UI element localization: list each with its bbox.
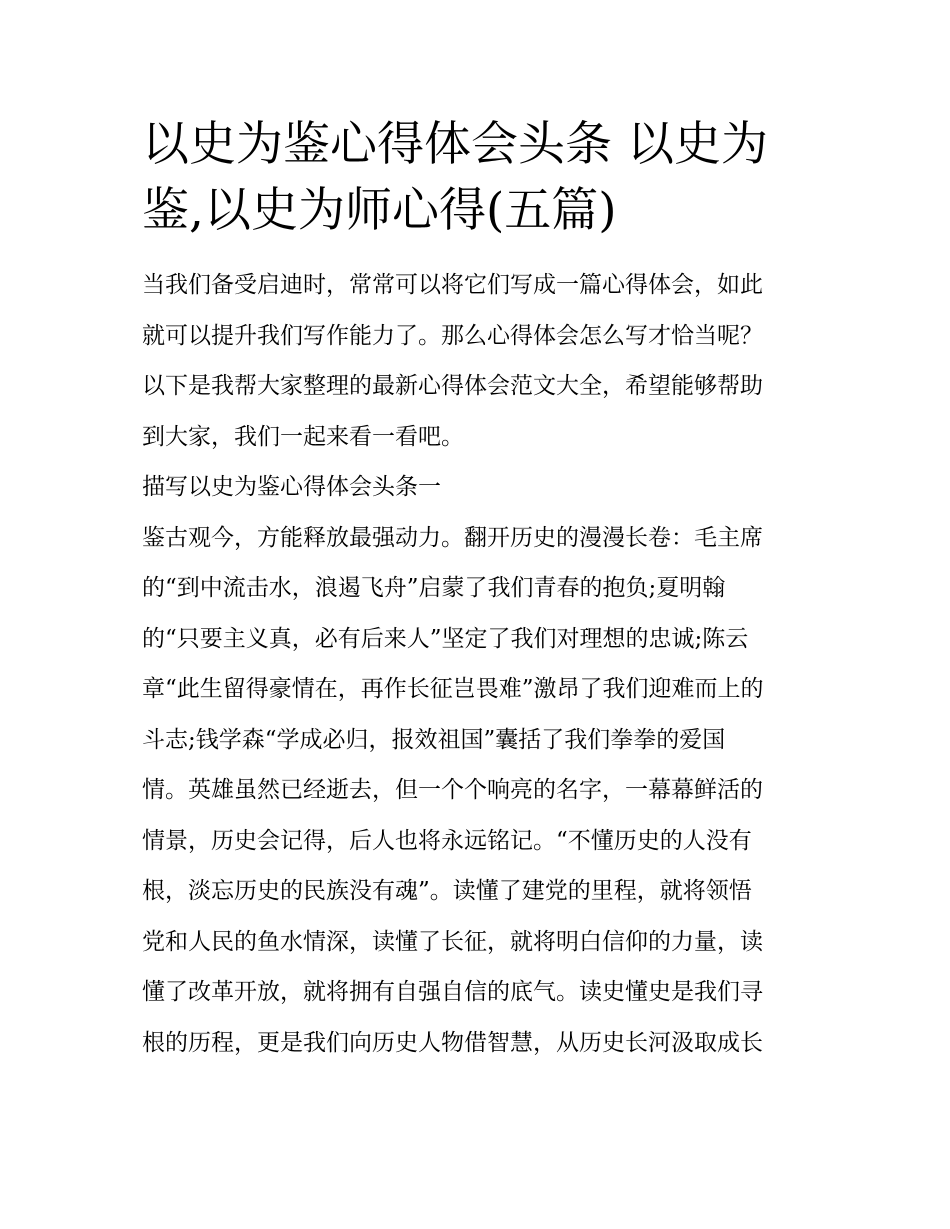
text-line: 根的历程，更是我们向历史人物借智慧，从历史长河汲取成长 [142,1029,763,1056]
document-body [142,260,822,1068]
text-line: 当我们备受启迪时，常常可以将它们写成一篇心得体会，如此 [142,272,763,298]
text-line: 懂了改革开放，就将拥有自强自信的底气。读史懂史是我们寻 [142,979,763,1005]
text-line: 到大家，我们一起来看一看吧。 [142,423,464,450]
document-page [142,112,822,1068]
text-line: 情景，历史会记得，后人也将永远铭记。“不懂历史的人没有 [142,827,752,854]
title-line: 鉴,以史为师心得(五篇) [142,183,617,238]
document-title [142,112,822,244]
text-line: 的“只要主义真，必有后来人”坚定了我们对理想的忠诚;陈云 [142,625,749,652]
text-line: 章“此生留得豪情在，再作长征岂畏难”激昂了我们迎难而上的 [142,676,764,702]
text-line: 斗志;钱学森“学成必归，报效祖国”囊括了我们拳拳的爱国 [142,726,726,753]
section-heading: 描写以史为鉴心得体会头条一 [142,474,441,500]
text-line: 根，淡忘历史的民族没有魂”。读懂了建党的里程，就将领悟 [142,878,752,904]
text-line: 党和人民的鱼水情深，读懂了长征，就将明白信仰的力量，读 [142,928,763,955]
text-line: 的“到中流击水，浪遏飞舟”启蒙了我们青春的抱负;夏明翰 [142,575,726,601]
text-line: 就可以提升我们写作能力了。那么心得体会怎么写才恰当呢？ [142,322,763,349]
text-line: 鉴古观今，方能释放最强动力。翻开历史的漫漫长卷：毛主席 [142,524,763,551]
text-line: 情。英雄虽然已经逝去，但一个个响亮的名字，一幕幕鲜活的 [142,777,763,803]
text-line: 以下是我帮大家整理的最新心得体会范文大全，希望能够帮助 [142,373,763,399]
title-line: 以史为鉴心得体会头条 以史为 [142,117,768,172]
